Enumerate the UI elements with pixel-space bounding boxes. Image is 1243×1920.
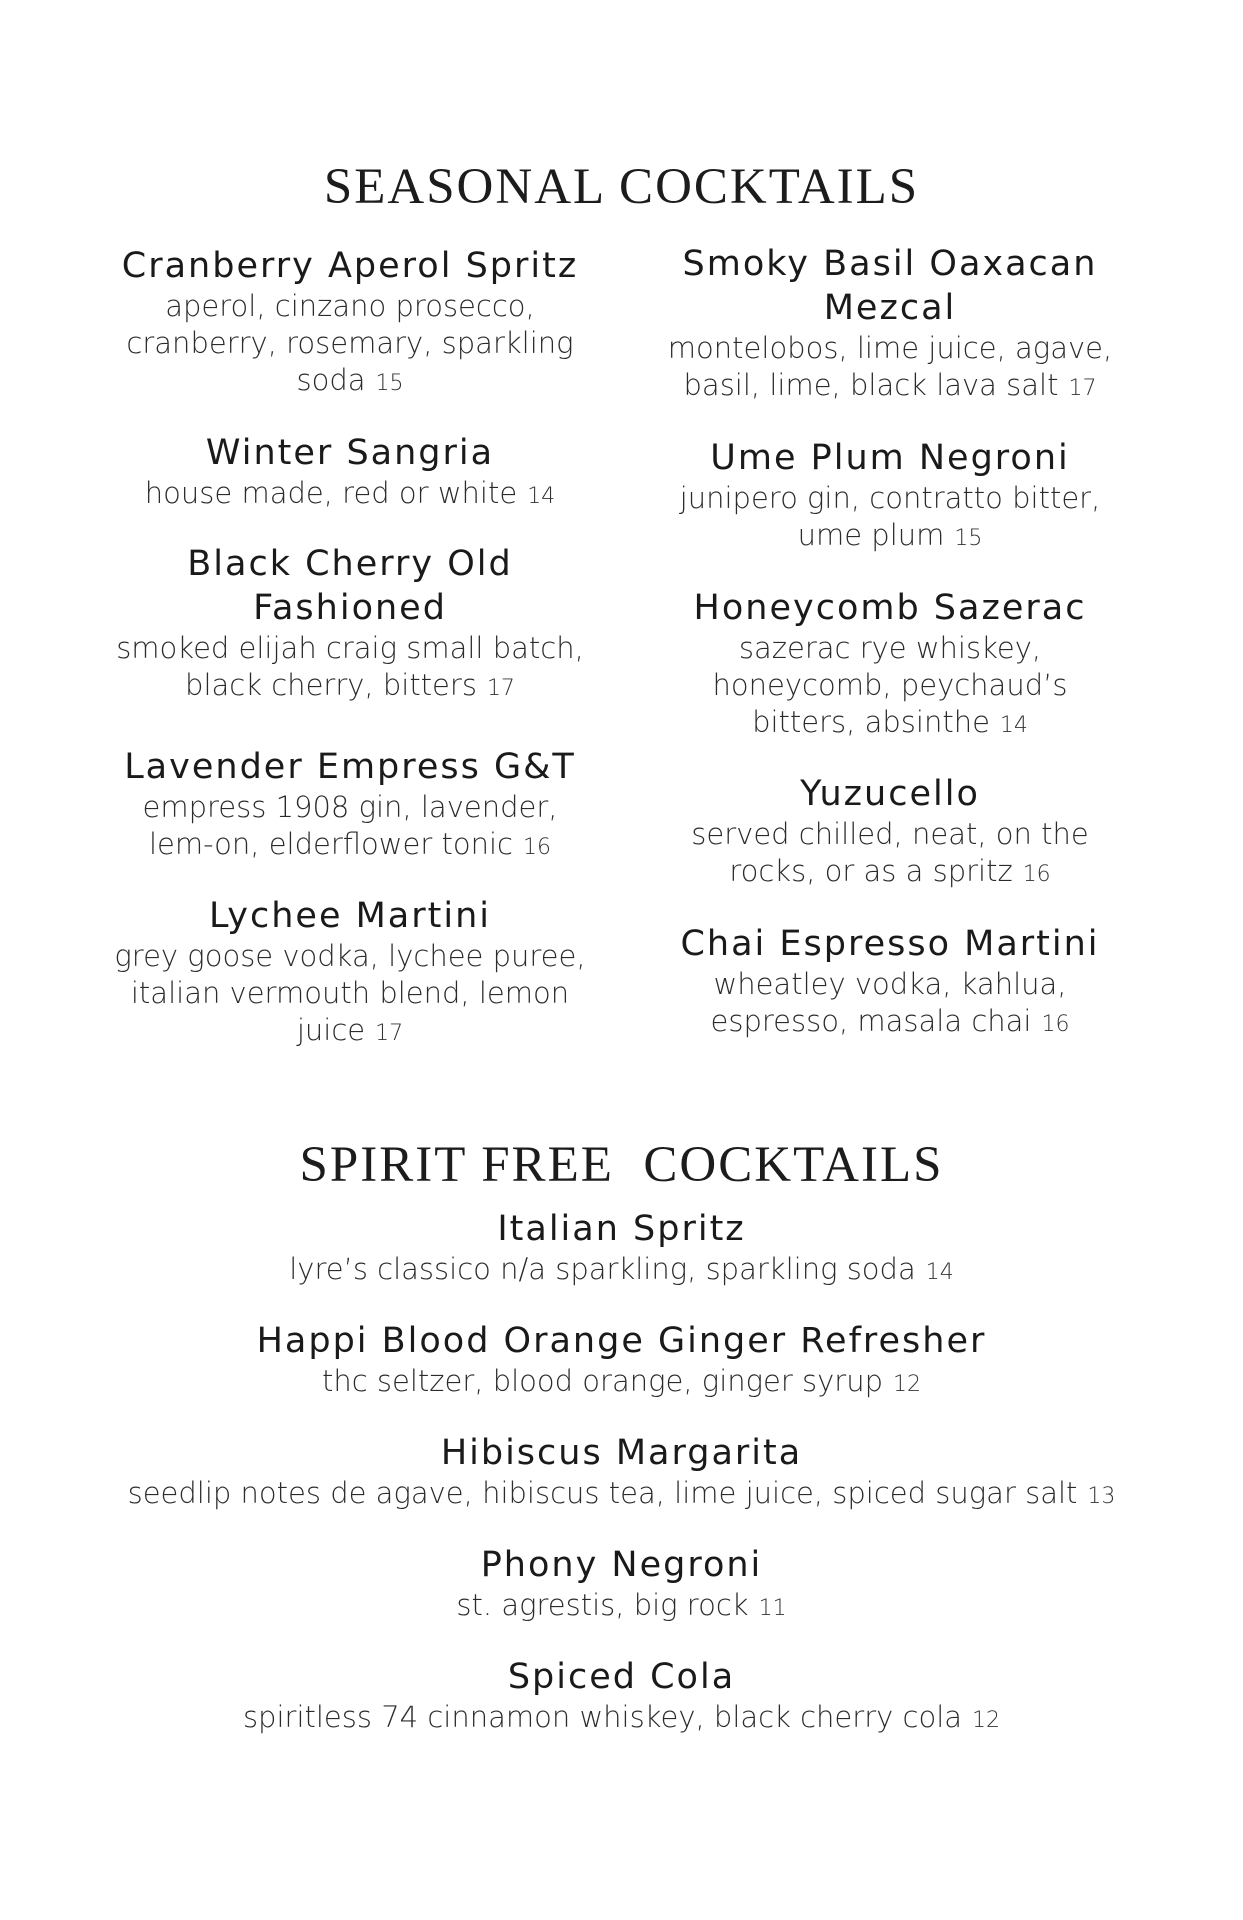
spirit-free-cocktails-title: SPIRIT FREE COCKTAILS [299,1137,944,1193]
item-price: 14 [925,1260,954,1285]
item-description: montelobos, lime juice, agave, basil, lime, black lava salt 17 [667,331,1113,402]
item-description: aperol, cinzano prosecco, cranberry, rosemary, sparkling soda 15 [126,289,574,397]
menu-item-yuzucello [665,772,1115,893]
item-price: 13 [1087,1484,1116,1509]
menu-item-ume-plum-negroni [665,436,1115,557]
menu-item-winter-sangria [110,431,590,515]
item-description: st. agrestis, big rock 11 [456,1588,787,1622]
item-price: 15 [954,526,983,551]
menu-item-hibiscus-margarita [60,1431,1183,1515]
item-price: 16 [1041,1012,1070,1037]
item-price: 17 [486,676,515,701]
item-name: Black Cherry Old Fashioned [187,544,513,628]
item-description: lyre’s classico n/a sparkling, sparkling soda 14 [289,1252,954,1286]
item-name: Phony Negroni [480,1545,763,1585]
menu-item-cranberry-aperol-spritz [110,244,590,402]
item-description: sazerac rye whiskey, honeycomb, peychaud’s bitters, absinthe 14 [712,631,1068,739]
item-name: Lychee Martini [208,896,491,936]
item-description: empress 1908 gin, lavender, lem-on, elderflower tonic 16 [142,790,558,861]
item-price: 12 [893,1372,921,1397]
item-price: 11 [758,1596,787,1621]
item-name: Smoky Basil Oaxacan Mezcal [682,244,1098,328]
item-description: house made, red or white 14 [144,476,556,510]
item-name: Chai Espresso Martini [680,924,1100,964]
item-price: 15 [375,371,404,396]
menu-item-italian-spritz [60,1207,1183,1291]
item-description: junipero gin, contratto bitter, ume plum 15 [679,481,1101,552]
item-price: 17 [375,1021,404,1046]
item-name: Winter Sangria [205,433,495,473]
item-price: 12 [972,1708,1001,1733]
item-description: served chilled, neat, on the rocks, or as a spritz 16 [691,817,1089,888]
seasonal-cocktails-title: SEASONAL COCKTAILS [323,159,920,215]
menu-item-chai-espresso-martini [665,922,1115,1043]
menu-item-smoky-basil-oaxacan-mezcal [665,242,1115,407]
item-description: seedlip notes de agave, hibiscus tea, lime juice, spiced sugar salt 13 [127,1476,1116,1510]
item-description: thc seltzer, blood orange, ginger syrup 12 [322,1364,921,1398]
item-description: grey goose vodka, lychee puree, italian vermouth blend, lemon juice 17 [114,939,586,1047]
menu-item-phony-negroni [60,1543,1183,1627]
item-price: 17 [1068,376,1097,401]
menu-item-happi-blood-orange-ginger-refresher [60,1319,1183,1403]
item-price: 14 [999,713,1028,738]
item-description: smoked elijah craig small batch, black cherry, bitters 17 [116,631,584,702]
item-name: Hibiscus Margarita [440,1433,803,1473]
item-name: Happi Blood Orange Ginger Refresher [256,1321,987,1361]
item-name: Ume Plum Negroni [710,438,1070,478]
item-price: 16 [1022,862,1051,887]
item-name: Spiced Cola [507,1657,736,1697]
menu-item-honeycomb-sazerac [665,586,1115,744]
item-name: Cranberry Aperol Spritz [121,246,579,286]
menu-item-lychee-martini [110,894,590,1052]
menu-item-lavender-empress-gt [110,745,590,866]
item-name: Lavender Empress G&T [124,747,576,787]
menu-item-spiced-cola [60,1655,1183,1739]
item-price: 16 [523,835,551,860]
item-price: 14 [527,484,556,509]
item-name: Honeycomb Sazerac [693,588,1087,628]
item-description: wheatley vodka, kahlua, espresso, masala chai 16 [710,967,1070,1038]
item-name: Italian Spritz [497,1209,746,1249]
item-description: spiritless 74 cinnamon whiskey, black cherry cola 12 [242,1700,1001,1734]
menu-item-black-cherry-old-fashioned [110,542,590,707]
item-name: Yuzucello [800,774,980,814]
